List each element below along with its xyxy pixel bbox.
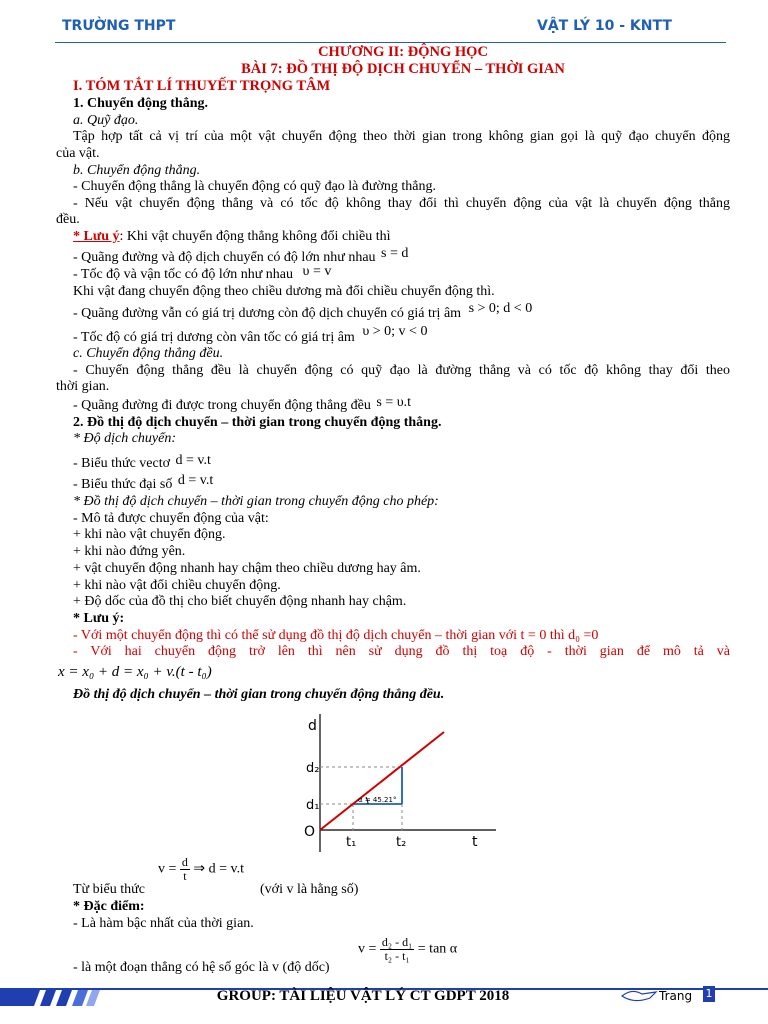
x-axis-label: t bbox=[472, 834, 478, 850]
section-heading: I. TÓM TẮT LÍ THUYẾT TRỌNG TÂM bbox=[73, 78, 331, 94]
page-number: 1 bbox=[703, 986, 715, 1002]
header-school: TRƯỜNG THPT bbox=[62, 18, 176, 34]
chapter-title: CHƯƠNG II: ĐỘNG HỌC bbox=[318, 44, 488, 60]
features-heading: * Đặc điểm: bbox=[73, 899, 145, 914]
note-item-text: - Tốc độ và vận tốc có độ lớn như nhau bbox=[73, 267, 294, 282]
formula-lhs: v = bbox=[358, 941, 377, 957]
paragraph bbox=[73, 395, 412, 414]
note-item bbox=[73, 264, 332, 283]
paragraph: (với v là hằng số) bbox=[260, 882, 359, 897]
note-label: * Lưu ý bbox=[73, 229, 120, 244]
origin-label: O bbox=[304, 824, 316, 840]
formula: υ > 0; v < 0 bbox=[362, 324, 428, 339]
item-heading: c. Chuyển động thẳng đều. bbox=[73, 346, 224, 361]
paragraph: Tập hợp tất cả vị trí của một vật chuyển động theo thời gian trong không gian gọi là quỹ đạo chuyển động bbox=[73, 129, 730, 144]
list-item: + khi nào đứng yên. bbox=[73, 544, 186, 559]
list-item: + khi nào vật chuyển động. bbox=[73, 527, 226, 542]
list-item: + khi nào vật đổi chiều chuyển động. bbox=[73, 578, 281, 593]
y-axis-label: d bbox=[308, 718, 317, 734]
formula-rhs: = tan α bbox=[417, 941, 458, 957]
paragraph: Từ biểu thức bbox=[73, 882, 145, 897]
list-item: + Độ dốc của đồ thị cho biết chuyển động nhanh hay chậm. bbox=[73, 594, 407, 609]
item-heading: * Độ dịch chuyển: bbox=[73, 431, 177, 446]
t1-label: t₁ bbox=[346, 835, 357, 850]
slope-formula bbox=[358, 936, 457, 963]
paragraph: Khi vật đang chuyển động theo chiều dương mà đổi chiều chuyển động thì. bbox=[73, 284, 495, 299]
note-item bbox=[73, 301, 533, 322]
formula: s = d bbox=[381, 246, 409, 261]
note-item bbox=[73, 324, 428, 346]
fraction bbox=[180, 856, 190, 883]
item-heading: a. Quỹ đạo. bbox=[73, 113, 139, 128]
numerator: d bbox=[181, 855, 188, 869]
item-heading: * Đồ thị độ dịch chuyển – thời gian trong chuyển động cho phép: bbox=[73, 494, 439, 509]
paragraph-cont: đều. bbox=[56, 212, 80, 227]
formula: d = v.t bbox=[175, 453, 211, 468]
fraction bbox=[380, 936, 414, 963]
denominator: t₂ - t₁ bbox=[384, 949, 410, 963]
d2-label: d₂ bbox=[306, 761, 320, 776]
paragraph: - Mô tả được chuyển động của vật: bbox=[73, 511, 269, 526]
formula: s = υ.t bbox=[376, 395, 412, 410]
denominator: t bbox=[183, 869, 187, 883]
paragraph bbox=[73, 473, 214, 493]
subsection-heading: 1. Chuyển động thẳng. bbox=[73, 96, 208, 111]
subsection-heading: 2. Đồ thị độ dịch chuyển – thời gian trong chuyển động thẳng. bbox=[73, 415, 442, 430]
note-item-text: - Tốc độ có giá trị dương còn vân tốc có giá trị âm bbox=[73, 330, 355, 345]
note-item: - Với một chuyển động thì có thể sử dụng đồ thị độ dịch chuyển – thời gian với t = 0 thì d₀ =0 bbox=[73, 628, 599, 643]
formula: d = v.t bbox=[177, 473, 214, 488]
list-item: + vật chuyển động nhanh hay chậm theo chiều dương hay âm. bbox=[73, 561, 421, 576]
formula: υ = v bbox=[302, 264, 332, 279]
paragraph: - Nếu vật chuyển động thẳng và có tốc độ không thay đổi thì chuyển động của vật là chuyển động thẳng bbox=[73, 196, 730, 211]
paragraph-cont: thời gian. bbox=[56, 379, 110, 394]
formula-rhs: ⇒ d = v.t bbox=[193, 861, 245, 877]
paragraph-cont: của vật. bbox=[56, 146, 100, 161]
header-divider bbox=[55, 42, 726, 43]
note-item: - Với hai chuyển động trở lên thì nên sử dụng đồ thị toạ độ - thời gian để mô tả và bbox=[73, 644, 730, 659]
paragraph-text: - Biểu thức vectơ bbox=[73, 456, 171, 471]
note-item bbox=[73, 246, 409, 266]
paragraph-text: - Quãng đường đi được trong chuyển động thẳng đều bbox=[73, 398, 371, 413]
list-item: - là một đoạn thẳng có hệ số góc là v (độ dốc) bbox=[73, 960, 330, 975]
paragraph: - Chuyển động thẳng là chuyển động có quỹ đạo là đường thẳng. bbox=[73, 179, 436, 194]
angle-label: α = 45.21° bbox=[358, 796, 397, 804]
note-text: : Khi vật chuyển động thẳng không đổi chiều thì bbox=[119, 229, 391, 244]
displacement-time-graph bbox=[296, 706, 502, 856]
note-heading: * Lưu ý: bbox=[73, 611, 125, 626]
page-label: Trang bbox=[659, 989, 693, 1003]
paragraph: - Chuyển động thẳng đều là chuyển động có quỹ đạo là đường thẳng và có tốc độ không thay đổi theo bbox=[73, 363, 730, 378]
paragraph-text: - Biểu thức đại số bbox=[73, 477, 173, 492]
t2-label: t₂ bbox=[396, 835, 407, 850]
lesson-title: BÀI 7: ĐỒ THỊ ĐỘ DỊCH CHUYỂN – THỜI GIAN bbox=[241, 61, 565, 77]
header-subject: VẬT LÝ 10 - KNTT bbox=[537, 18, 672, 34]
footer-group: GROUP: TÀI LIỆU VẬT LÝ CT GDPT 2018 bbox=[216, 988, 510, 1004]
paragraph bbox=[73, 453, 211, 472]
formula: s > 0; d < 0 bbox=[468, 301, 533, 316]
note-item-text: - Quãng đường và độ dịch chuyển có độ lớn như nhau bbox=[73, 250, 376, 265]
d1-label: d₁ bbox=[306, 798, 320, 813]
note-line bbox=[73, 229, 391, 245]
figure-caption: Đồ thị độ dịch chuyển – thời gian trong chuyển động thẳng đều. bbox=[73, 687, 445, 702]
item-heading: b. Chuyển động thẳng. bbox=[73, 163, 201, 178]
equation: x = x₀ + d = x₀ + v.(t - t₀) bbox=[58, 664, 212, 680]
numerator: d₂ - d₁ bbox=[381, 935, 413, 949]
velocity-formula bbox=[158, 856, 244, 883]
formula-lhs: v = bbox=[158, 861, 177, 877]
motion-line bbox=[320, 732, 444, 830]
note-item-text: - Quãng đường vẫn có giá trị dương còn độ dịch chuyển có giá trị âm bbox=[73, 306, 462, 321]
list-item: - Là hàm bậc nhất của thời gian. bbox=[73, 916, 254, 931]
pen-icon bbox=[620, 986, 660, 1006]
